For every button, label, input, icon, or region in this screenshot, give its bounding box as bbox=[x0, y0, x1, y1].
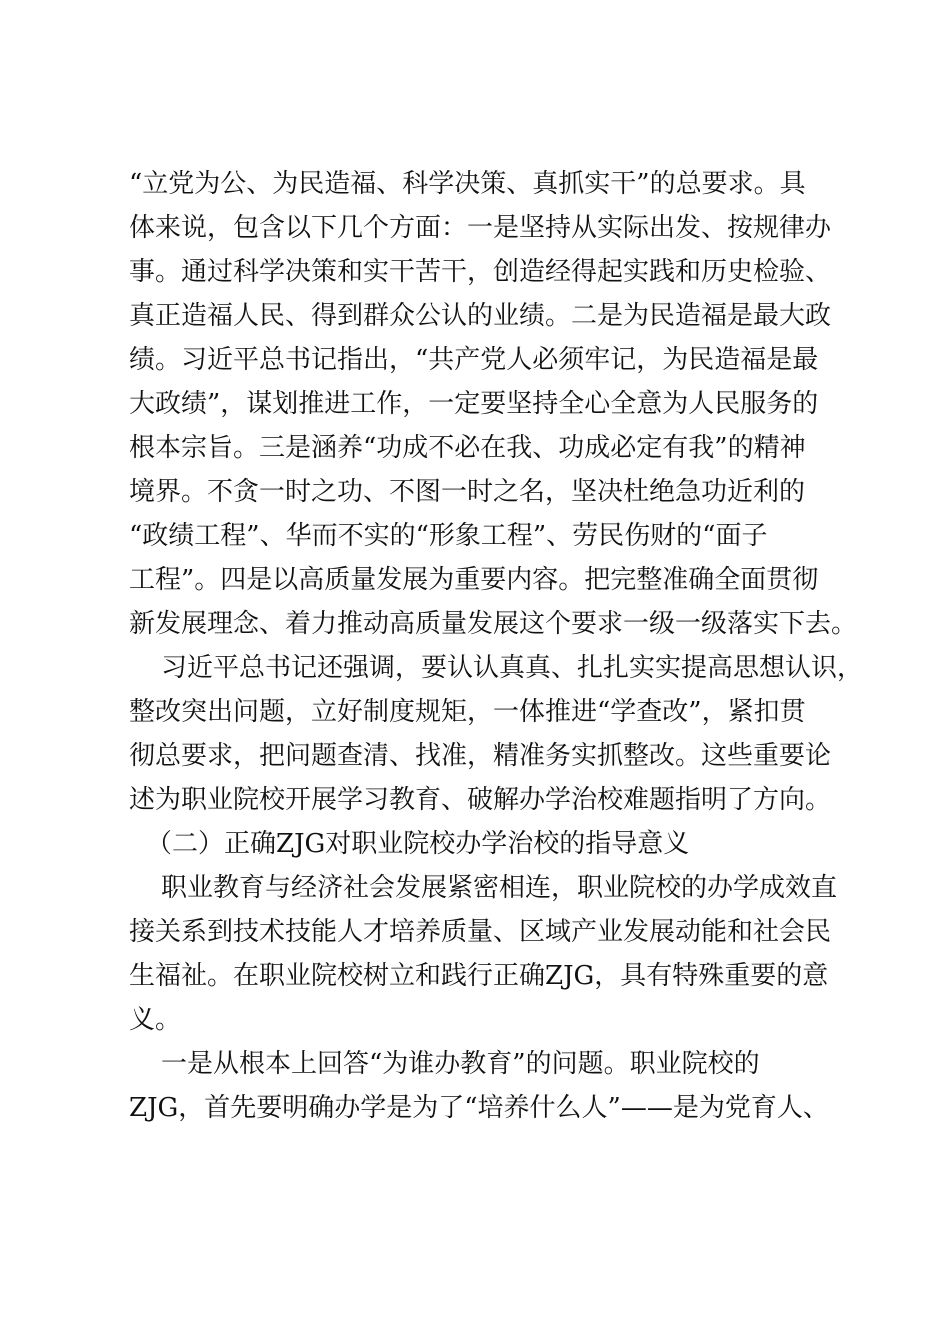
body-text-line: 事。通过科学决策和实干苦干，创造经得起实践和历史检验、 bbox=[129, 257, 832, 287]
body-text-line: 绩。习近平总书记指出，“共产党人必须牢记，为民造福是最 bbox=[129, 345, 819, 375]
body-text-line: 根本宗旨。三是涵养“功成不必在我、功成必定有我”的精神 bbox=[129, 433, 806, 463]
body-text-line: 体来说，包含以下几个方面：一是坚持从实际出发、按规律办 bbox=[129, 213, 832, 243]
paragraph-first-line: 职业教育与经济社会发展紧密相连，职业院校的办学成效直 bbox=[161, 873, 838, 903]
body-text-line: 整改突出问题，立好制度规矩，一体推进“学查改”，紧扣贯 bbox=[129, 697, 806, 727]
body-text-line: “政绩工程”、华而不实的“形象工程”、劳民伤财的“面子 bbox=[129, 521, 768, 551]
body-text-line: ZJG，首先要明确办学是为了“培养什么人”——是为党育人、 bbox=[129, 1093, 829, 1123]
body-text-line: 新发展理念、着力推动高质量发展这个要求一级一级落实下去。 bbox=[129, 609, 858, 639]
body-text-line: 彻总要求，把问题查清、找准，精准务实抓整改。这些重要论 bbox=[129, 741, 832, 771]
body-text-line: 境界。不贪一时之功、不图一时之名，坚决杜绝急功近利的 bbox=[129, 477, 806, 507]
body-text-line: 工程”。四是以高质量发展为重要内容。把完整准确全面贯彻 bbox=[129, 565, 819, 595]
body-text-line: 义。 bbox=[129, 1005, 182, 1035]
section-heading: （二）正确ZJG对职业院校办学治校的指导意义 bbox=[146, 829, 690, 859]
body-text-line: “立党为公、为民造福、科学决策、真抓实干”的总要求。具 bbox=[129, 169, 806, 199]
body-text-line: 述为职业院校开展学习教育、破解办学治校难题指明了方向。 bbox=[129, 785, 832, 815]
body-text-line: 生福祉。在职业院校树立和践行正确ZJG，具有特殊重要的意 bbox=[129, 961, 829, 991]
paragraph-first-line: 习近平总书记还强调，要认认真真、扎扎实实提高思想认识， bbox=[161, 653, 864, 683]
body-text-line: 接关系到技术技能人才培养质量、区域产业发展动能和社会民 bbox=[129, 917, 832, 947]
paragraph-first-line: 一是从根本上回答“为谁办教育”的问题。职业院校的 bbox=[161, 1049, 760, 1079]
body-text-line: 大政绩”，谋划推进工作，一定要坚持全心全意为人民服务的 bbox=[129, 389, 819, 419]
body-text-line: 真正造福人民、得到群众公认的业绩。二是为民造福是最大政 bbox=[129, 301, 832, 331]
